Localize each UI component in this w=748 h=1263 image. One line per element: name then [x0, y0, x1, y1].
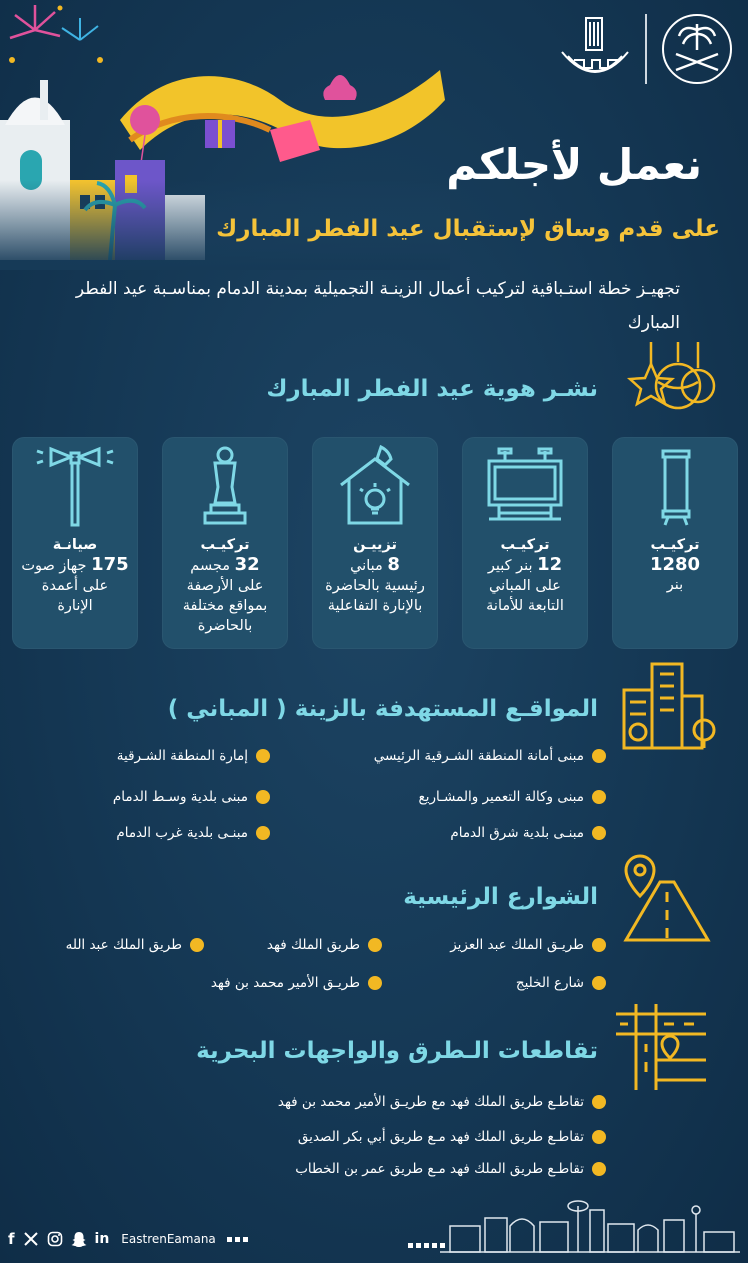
buildings-section-title: المواقـع المستهدفة بالزينة ( المباني ) [167, 696, 598, 722]
bullet-dot [592, 749, 606, 763]
card-sound-devices-text: صيانـة 175 جهاز صوت على أعمدة الإنارة [21, 537, 129, 614]
saudi-emblem-logo [660, 12, 734, 86]
ornaments-icon [616, 342, 716, 422]
list-item: طريـق الأمير محمد بن فهد [211, 975, 382, 991]
footer-handle[interactable]: EastrenEamana [121, 1232, 216, 1246]
page-title: نعمل لأجلكم [446, 140, 702, 189]
linkedin-icon[interactable]: in [94, 1231, 110, 1247]
list-item: تقاطـع طريق الملك فهد مع طريـق الأمير محمد بن فهد [278, 1094, 606, 1110]
bullet-dot [592, 1162, 606, 1176]
bullet-dot [256, 826, 270, 840]
intro-text: تجهيـز خطة استـباقية لتركيب أعمال الزينـة التجميلية بمدينة الدمام بمناسـبة عيد الفطر المبارك [75, 279, 680, 333]
city-skyline-illustration [440, 1196, 740, 1256]
statue-icon [185, 443, 265, 529]
road-location-icon [620, 852, 712, 944]
card-banners-text: تركيـب 1280 بنر [649, 537, 701, 593]
list-item: تقاطـع طريق الملك فهد مـع طريق عمر بن الخطاب [295, 1161, 606, 1177]
bullet-dot [190, 938, 204, 952]
list-item: طريق الملك عبد الله [66, 937, 204, 953]
list-item: مبنـى بلدية غرب الدمام [116, 825, 270, 841]
card-large-banners-text: تركيـب 12 بنر كبير على المباني التابعة للأمانة [486, 537, 564, 614]
bullet-dot [368, 976, 382, 990]
bullet-dot [368, 938, 382, 952]
list-item: طريـق الملك عبد العزيز [450, 937, 606, 953]
card-buildings-lighting-text: تزييـن 8 مباني رئيسية بالحاضرة بالإنارة التفاعلية [325, 537, 425, 614]
footer-dots-right [405, 1243, 445, 1248]
card-buildings-lighting [312, 437, 438, 649]
card-banners [612, 437, 738, 649]
bullet-dot [592, 1095, 606, 1109]
list-item: مبنى بلدية وسـط الدمام [113, 789, 270, 805]
speaker-pole-icon [35, 443, 115, 529]
bullet-dot [592, 976, 606, 990]
card-statues [162, 437, 288, 649]
identity-section-title: نشـر هوية عيد الفطر المبارك [266, 376, 598, 402]
list-item: طريق الملك فهد [267, 937, 382, 953]
bullet-dot [592, 938, 606, 952]
snapchat-icon[interactable] [71, 1231, 87, 1247]
list-item: مبنـى بلدية شرق الدمام [450, 825, 606, 841]
card-sound-devices [12, 437, 138, 649]
buildings-icon [620, 660, 716, 752]
list-item: مبنى وكالة التعمير والمشـاريع [419, 789, 606, 805]
instagram-icon[interactable] [47, 1231, 63, 1247]
house-lightbulb-icon [335, 443, 415, 529]
intersection-map-icon [612, 1000, 710, 1096]
logo-divider [645, 14, 647, 84]
card-statues-text: تركيـب 32 مجسم على الأرصفة بمواقع مختلفة بالحاضرة [182, 537, 268, 634]
card-large-banners [462, 437, 588, 649]
bullet-dot [592, 1130, 606, 1144]
banner-stand-icon [635, 443, 715, 529]
list-item: شارع الخليج [516, 975, 606, 991]
intersections-section-title: تقاطعات الـطرق والواجهات البحرية [196, 1038, 598, 1064]
bullet-dot [256, 790, 270, 804]
page-subtitle: على قدم وساق لإستقبال عيد الفطر المبارك [216, 216, 720, 242]
x-icon[interactable] [23, 1231, 39, 1247]
bullet-dot [592, 790, 606, 804]
list-item: مبنى أمانة المنطقة الشـرقية الرئيسي [374, 748, 606, 764]
facebook-icon[interactable]: f [8, 1230, 15, 1248]
dammam-municipality-logo [558, 12, 632, 86]
list-item: تقاطـع طريق الملك فهد مـع طريق أبي بكر الصديق [298, 1129, 606, 1145]
streets-section-title: الشوارع الرئيسية [403, 884, 598, 910]
footer-dots-left [224, 1237, 248, 1242]
list-item: إمارة المنطقة الشـرقية [117, 748, 270, 764]
footer-social-bar [8, 1230, 248, 1248]
billboard-icon [485, 443, 565, 529]
bullet-dot [592, 826, 606, 840]
bullet-dot [256, 749, 270, 763]
